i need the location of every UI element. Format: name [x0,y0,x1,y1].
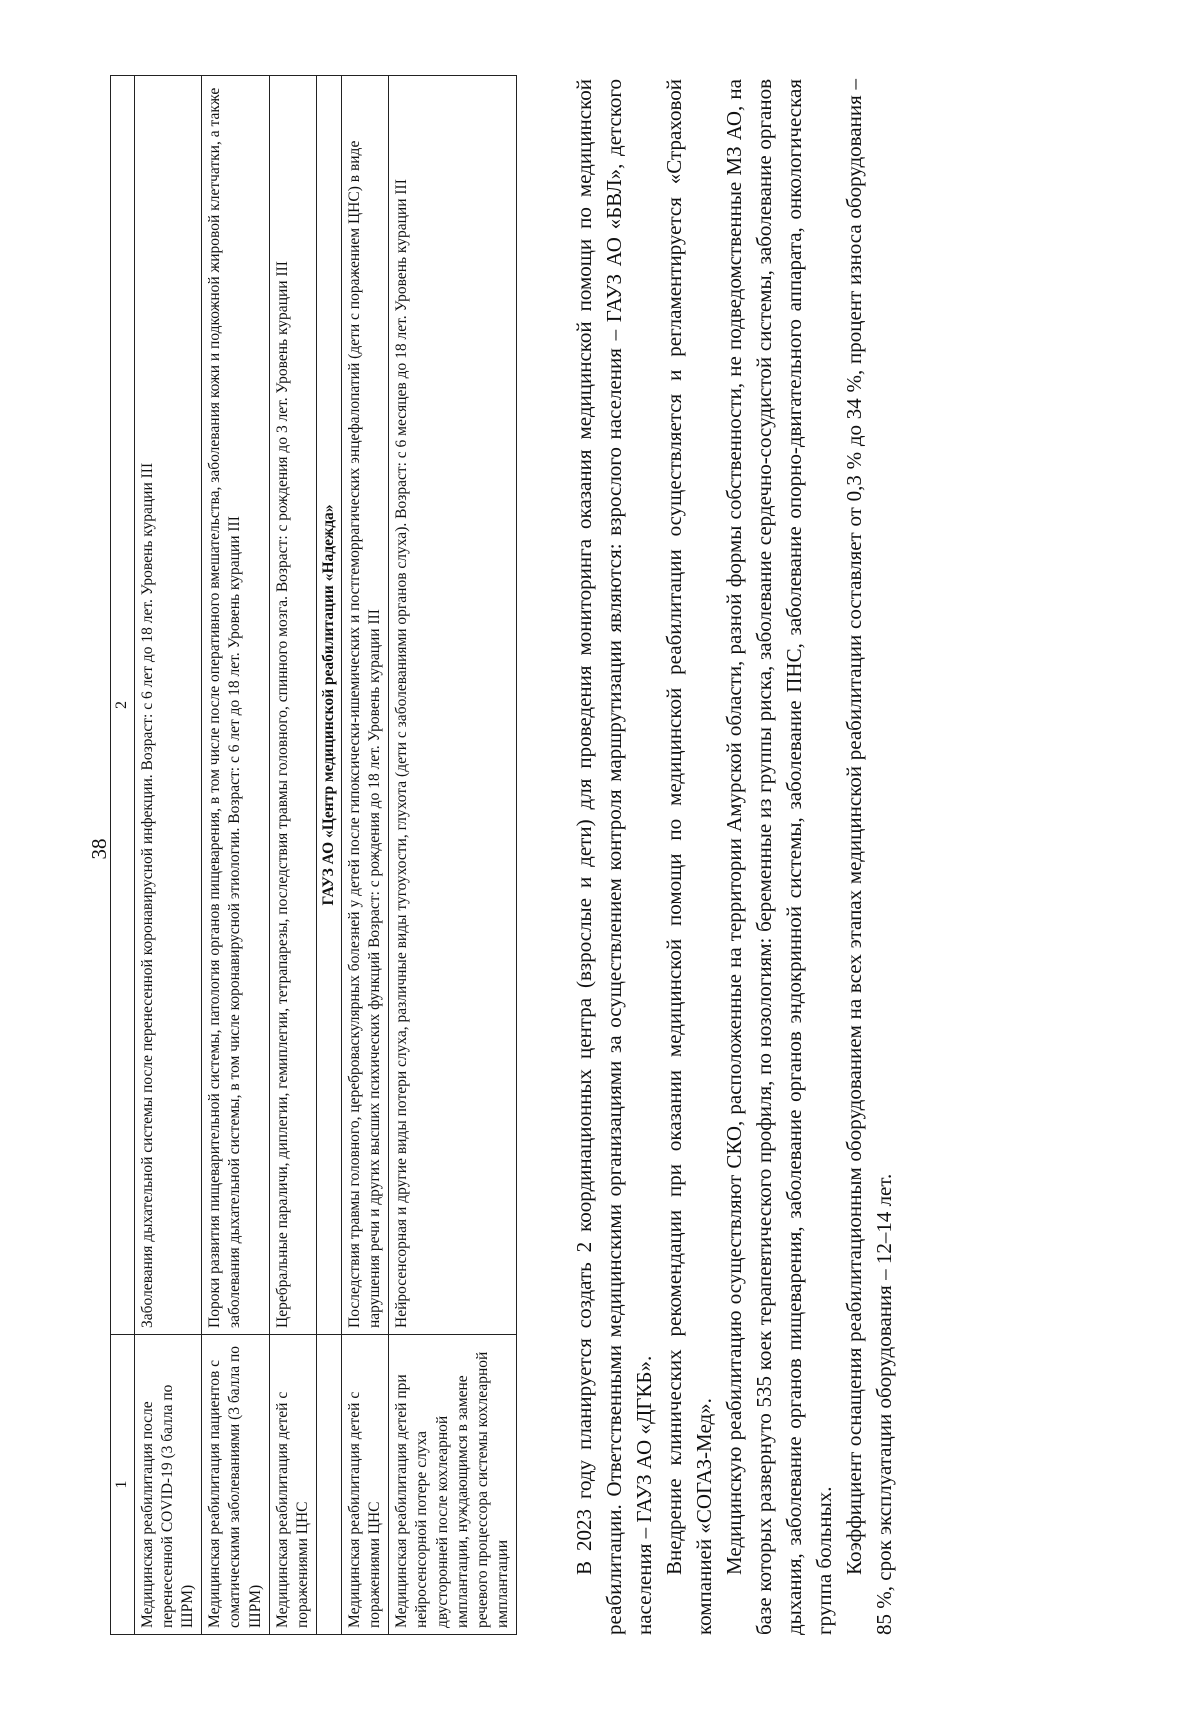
table-row [134,76,201,1635]
table-cell-description: Нейросенсорная и другие виды потери слуха, различные виды тугоухости, глухота (дети с заболеваниями органов слуха). Возраст: с 6 месяцев до 18 лет. Уровень курации III [389,76,517,1335]
table-header-cell: 2 [111,76,135,1335]
table-cell-description: Церебральные параличи, диплегии, гемиплегии, тетрапарезы, последствия травмы головного, спинного мозга. Возраст: с рождения до 3 лет. Уровень курации III [269,76,316,1335]
paragraph: Коэффициент оснащения реабилитационным оборудованием на всех этапах медицинской реабилитации составляет от 0,3 % до 34 %, процент износа оборудования – 85 %, срок эксплуатации оборудования – 12–14 лет. [842,79,897,1635]
table-cell-description: Заболевания дыхательной системы после перенесенной коронавирусной инфекции. Возраст: с 6 лет до 18 лет. Уровень курации III [134,76,201,1335]
table-cell-description: Последствия травмы головного, цереброваскулярных болезней у детей после гипоксически-ишемических и постгеморрагических энцефалопатий (дети с поражением ЦНС) в виде нарушения речи и других высших психических функций Возраст: с рождения до 18 лет. Уровень курации III [342,76,389,1335]
table-cell-program: Медицинская реабилитация детей с поражениями ЦНС [269,1335,316,1635]
table-header-cell: 1 [111,1335,135,1635]
body-text [569,75,899,1635]
page-number: 38 [87,838,111,860]
table-row [202,76,269,1635]
table-cell-description: Пороки развития пищеварительной системы, патология органов пищеварения, в том числе после оперативного вмешательства, заболевания кожи и подкожной жировой клетчатки, а также заболевания дыхательной системы, в том числе коронавирусной этиологии. Возраст: с 6 лет до 18 лет. Уровень курации III [202,76,269,1335]
table-cell-program: Медицинская реабилитация детей с поражениями ЦНС [342,1335,389,1635]
table-header-row [111,76,135,1635]
paragraph: Медицинскую реабилитацию осуществляют СКО, расположенные на территории Амурской области, разной формы собственности, не подведомственные МЗ АО, на базе которых развернуто 535 коек терапевтического профиля, по нозологиям: беременные из группы риска, заболевание сердечно-сосудистой системы, заболевание органов дыхания, заболевание органов пищеварения, заболевание органов эндокринной системы, заболевание ПНС, заболевание опорно-двигательного аппарата, онкологическая группа больных. [722,79,837,1635]
table-row [269,76,316,1635]
table-section-row [316,76,341,1635]
paragraph: В 2023 году планируется создать 2 координационных центра (взрослые и дети) для проведения мониторинга оказания медицинской помощи по медицинской реабилитации. Ответственными медицинскими организациями за осуществлением контроля маршрутизации являются: взрослого населения – ГАУЗ АО «БВЛ», детского населения – ГАУЗ АО «ДГКБ». [572,79,657,1635]
table-cell-program: Медицинская реабилитация пациентов с соматическими заболеваниями (3 балла по ШРМ) [202,1335,269,1635]
table-row [342,76,389,1635]
rehabilitation-table [110,75,517,1635]
table-cell-program: Медицинская реабилитация после перенесенной COVID-19 (3 балла по ШРМ) [134,1335,201,1635]
rotated-page-content [110,75,1065,1635]
paragraph: Внедрение клинических рекомендации при оказании медицинской помощи по медицинской реабилитации осуществляется и регламентируется «Страховой компанией «СОГАЗ-Мед». [662,79,717,1635]
table-row [389,76,517,1635]
table-section-heading: ГАУЗ АО «Центр медицинской реабилитации «Надежда» [316,76,341,1335]
table-cell-program: Медицинская реабилитация детей при нейросенсорной потере слуха двусторонней после кохлеарной имплантации, нуждающимся в замене речевого процессора системы кохлеарной имплантации [389,1335,517,1635]
